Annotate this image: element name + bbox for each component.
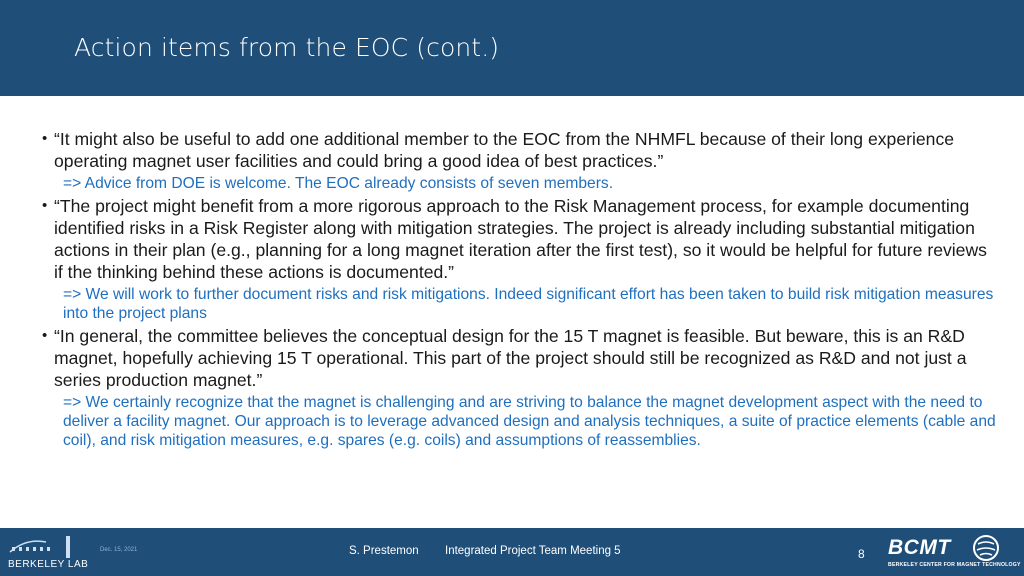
response-text: => Advice from DOE is welcome. The EOC already consists of seven members. [63, 175, 614, 192]
meeting-name: Integrated Project Team Meeting 5 [445, 545, 621, 557]
lab-name: BERKELEY LAB [8, 559, 89, 570]
action-item-1 [44, 128, 996, 172]
action-item-3 [44, 325, 996, 391]
response-text: => We will work to further document risks and risk mitigations. Indeed significant effort has been taken to build risk mitigation measures into the project plans [63, 286, 994, 322]
bcmt-logo-text: BCMT [888, 536, 951, 559]
committee-quote: “It might also be useful to add one additional member to the EOC from the NHMFL because of their long experience operating magnet user facilities and could bring a good idea of best practices.” [54, 129, 955, 171]
bullet-icon: • [42, 130, 48, 147]
bullet-icon: • [42, 197, 48, 214]
slide-date: Dec. 15, 2021 [100, 547, 138, 553]
bcmt-full-name: BERKELEY CENTER FOR MAGNET TECHNOLOGY [888, 562, 1021, 568]
action-item-2 [44, 195, 996, 283]
bcmt-globe-icon [972, 534, 1000, 562]
slide-title: Action items from the EOC (cont.) [74, 33, 500, 62]
slide-header [0, 0, 1024, 96]
slide-content [44, 128, 996, 452]
presenter-name: S. Prestemon [349, 545, 419, 557]
committee-quote: “In general, the committee believes the conceptual design for the 15 T magnet is feasible. But beware, this is an R&D magnet, hopefully achieving 15 T operational. This part of the project should still be recognized as R&D and not just a series production magnet.” [54, 326, 967, 390]
bullet-icon: • [42, 327, 48, 344]
slide-footer [0, 528, 1024, 576]
response-text: => We certainly recognize that the magnet is challenging and are striving to balance the magnet development aspect with the need to deliver a facility magnet. Our approach is to leverage advanced design and analysis techniques, a suite of practice elements (cable and coil), and risk mitigation measures, e.g. spares (e.g. coils) and assumptions of reassemblies. [63, 394, 996, 449]
committee-quote: “The project might benefit from a more rigorous approach to the Risk Management process, for example documenting identified risks in a Risk Register along with mitigation strategies. The project is already including substantial mitigation actions in their plan (e.g., planning for a long magnet iteration after the first test), so it would be helpful for future reviews if the thinking behind these actions is documented.” [54, 196, 987, 282]
page-number: 8 [858, 547, 865, 561]
